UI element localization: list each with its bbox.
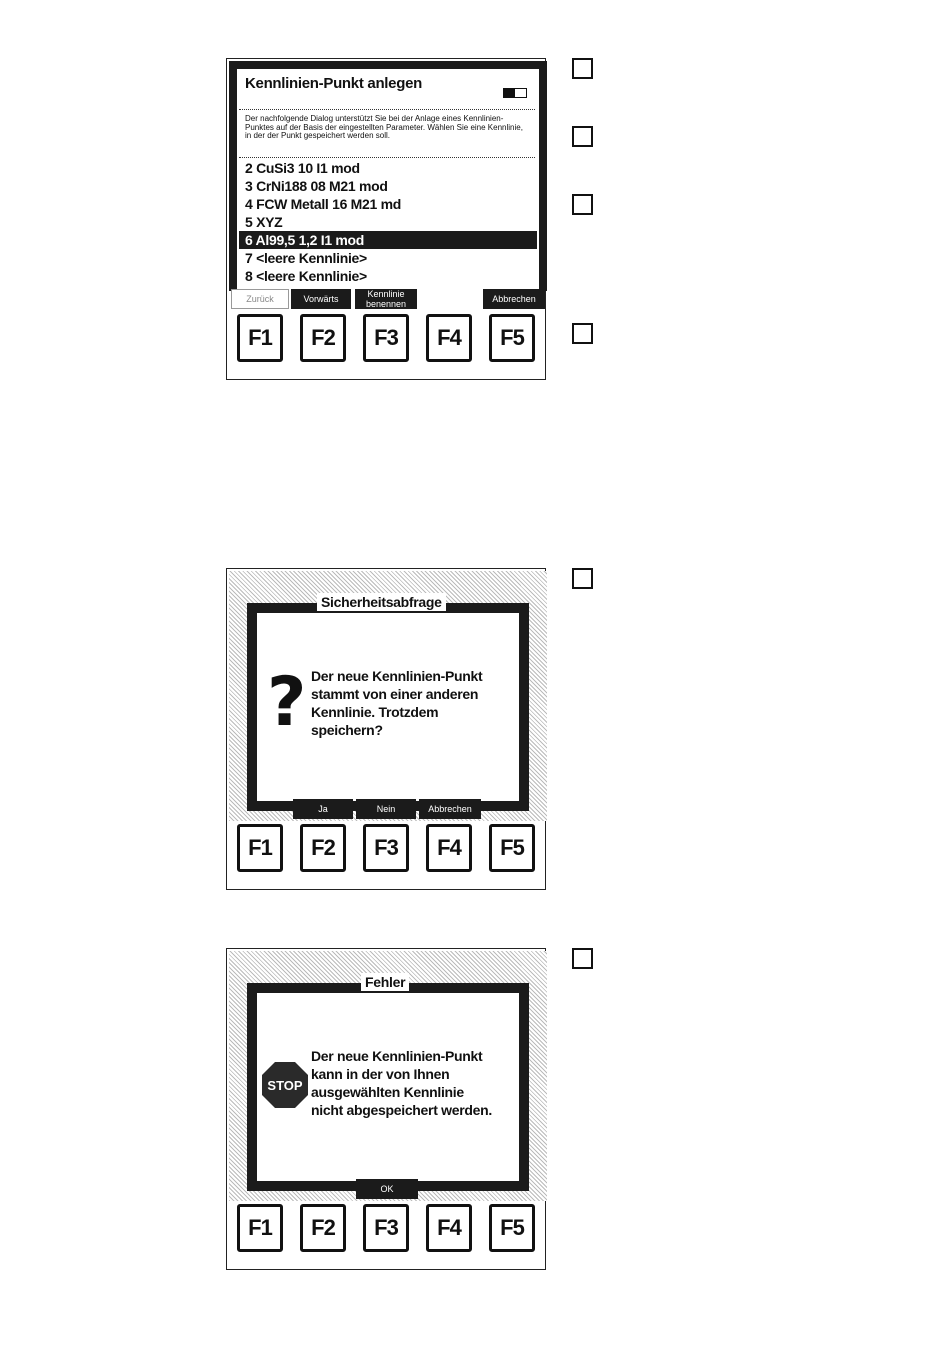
function-keys: [235, 314, 540, 370]
message-line: stammt von einer anderen: [311, 686, 479, 702]
list-item[interactable]: 7 <leere Kennlinie>: [245, 250, 367, 266]
dialog-description: Der nachfolgende Dialog unterstützt Sie bei der Anlage eines Kennlinien-Punktes auf der Basis der eingestellten Parameter. Wählen Sie eine Kennlinie, in der der Punkt gespeichert werden soll.: [245, 114, 523, 140]
device-panel-1: [226, 58, 546, 380]
f1-key[interactable]: F1: [237, 824, 283, 872]
question-mark-icon: ?: [267, 663, 307, 742]
dialog-title: Kennlinien-Punkt anlegen: [245, 75, 422, 92]
step-checkbox[interactable]: [572, 948, 593, 969]
message-line: nicht abgespeichert werden.: [311, 1102, 492, 1118]
dialog-title: Sicherheitsabfrage: [317, 593, 446, 611]
f3-key[interactable]: F3: [363, 314, 409, 362]
stop-sign-icon: [261, 1061, 309, 1109]
dialog-message: [311, 667, 482, 739]
dialog-title: Fehler: [361, 973, 409, 991]
step-checkbox[interactable]: [572, 194, 593, 215]
device-panel-3: [226, 948, 546, 1270]
display-screen: [229, 571, 545, 821]
softkey-label: Kennlinie: [367, 289, 405, 299]
softkey-bar: [229, 289, 547, 309]
f4-key[interactable]: F4: [426, 314, 472, 362]
f5-key[interactable]: F5: [489, 314, 535, 362]
message-line: ausgewählten Kennlinie: [311, 1084, 464, 1100]
stop-label: STOP: [267, 1078, 303, 1093]
list-item[interactable]: 8 <leere Kennlinie>: [245, 268, 367, 284]
softkey-yes[interactable]: Ja: [293, 799, 353, 819]
list-item[interactable]: 5 XYZ: [245, 214, 283, 230]
f2-key[interactable]: F2: [300, 824, 346, 872]
dialog-message: [311, 1047, 492, 1119]
message-line: Der neue Kennlinien-Punkt: [311, 1048, 483, 1064]
message-line: Kennlinie. Trotzdem: [311, 704, 439, 720]
list-item[interactable]: 2 CuSi3 10 I1 mod: [245, 160, 360, 176]
message-line: Der neue Kennlinien-Punkt: [311, 668, 483, 684]
display-screen: [229, 61, 545, 311]
list-item[interactable]: 4 FCW Metall 16 M21 md: [245, 196, 401, 212]
softkey-label: benennen: [365, 299, 407, 309]
f4-key[interactable]: F4: [426, 824, 472, 872]
page-indicator-icon: [503, 88, 527, 98]
f5-key[interactable]: F5: [489, 1204, 535, 1252]
softkey-no[interactable]: Nein: [356, 799, 416, 819]
softkey-bar: [229, 799, 547, 819]
list-item-selected[interactable]: 6 Al99,5 1,2 I1 mod: [239, 231, 537, 249]
softkey-cancel[interactable]: Abbrechen: [483, 289, 545, 309]
f2-key[interactable]: F2: [300, 314, 346, 362]
f2-key[interactable]: F2: [300, 1204, 346, 1252]
step-checkbox[interactable]: [572, 323, 593, 344]
softkey-ok[interactable]: OK: [356, 1179, 418, 1199]
step-checkbox[interactable]: [572, 568, 593, 589]
f1-key[interactable]: F1: [237, 314, 283, 362]
softkey-cancel[interactable]: Abbrechen: [419, 799, 481, 819]
softkey-forward[interactable]: Vorwärts: [291, 289, 351, 309]
softkey-bar: [229, 1179, 547, 1199]
message-line: speichern?: [311, 722, 383, 738]
softkey-name-characteristic[interactable]: [355, 289, 417, 309]
function-keys: [235, 824, 540, 880]
softkey-back[interactable]: Zurück: [231, 289, 289, 309]
characteristic-list[interactable]: [239, 159, 537, 285]
step-checkbox[interactable]: [572, 126, 593, 147]
f5-key[interactable]: F5: [489, 824, 535, 872]
f3-key[interactable]: F3: [363, 1204, 409, 1252]
f1-key[interactable]: F1: [237, 1204, 283, 1252]
divider: [239, 109, 535, 111]
step-checkbox[interactable]: [572, 58, 593, 79]
f3-key[interactable]: F3: [363, 824, 409, 872]
list-item[interactable]: 3 CrNi188 08 M21 mod: [245, 178, 388, 194]
device-panel-2: [226, 568, 546, 890]
message-line: kann in der von Ihnen: [311, 1066, 450, 1082]
display-screen: [229, 951, 545, 1201]
function-keys: [235, 1204, 540, 1260]
f4-key[interactable]: F4: [426, 1204, 472, 1252]
